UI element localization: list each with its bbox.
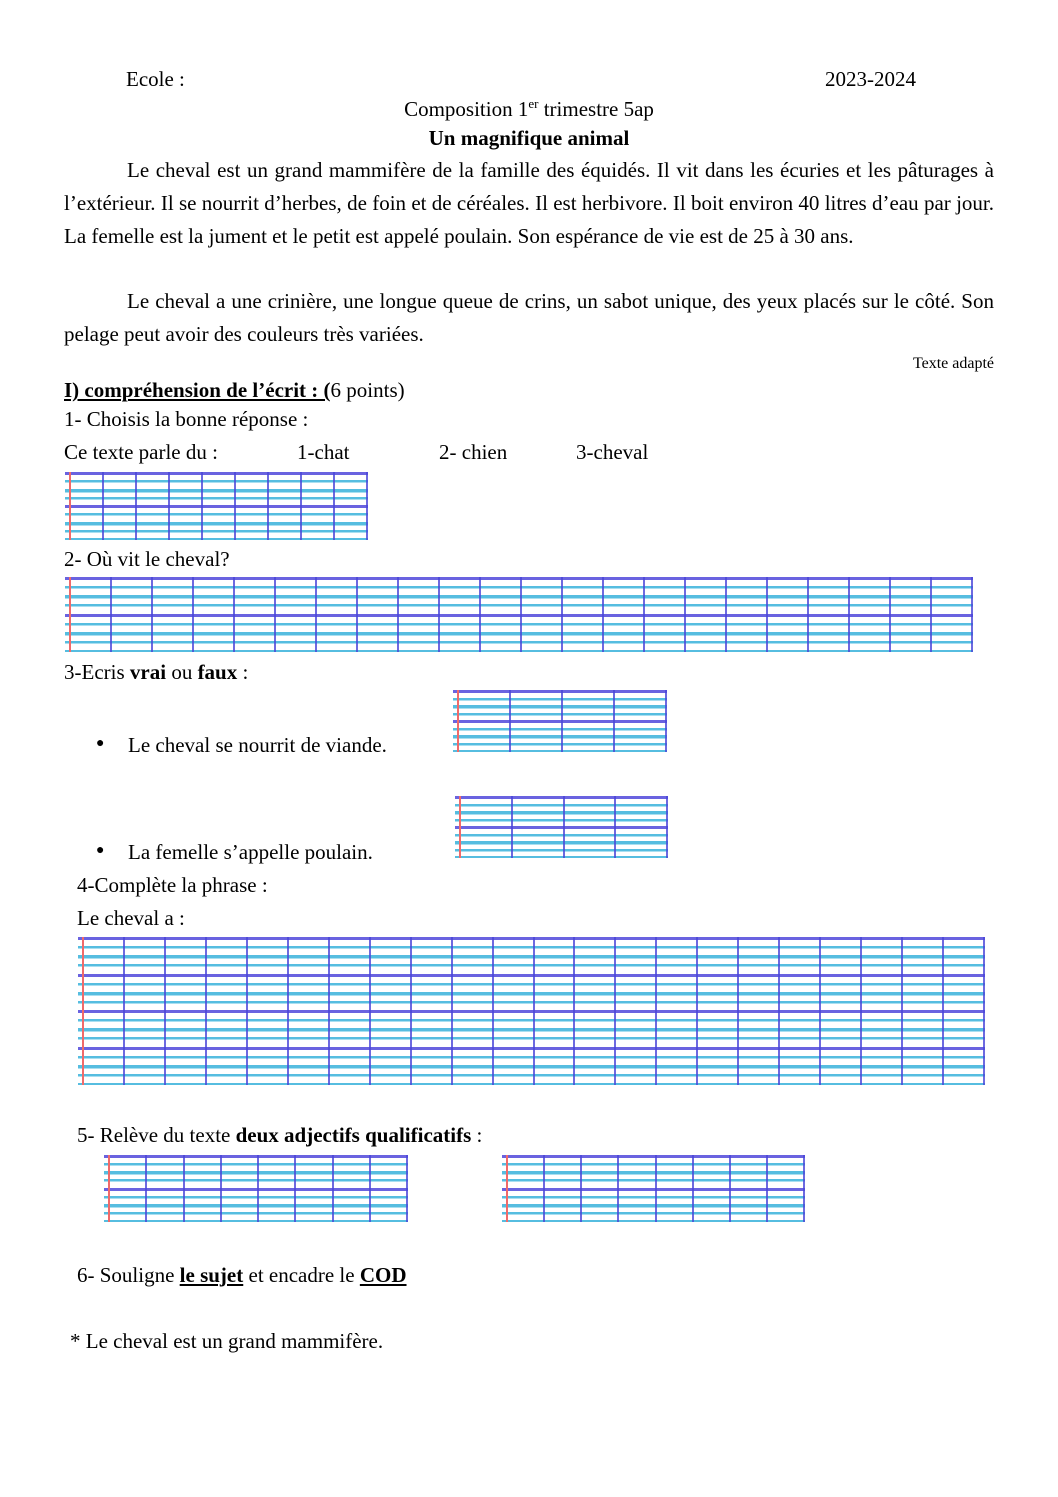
vertical-rule-line bbox=[369, 1155, 371, 1222]
question-1-label: 1- Choisis la bonne réponse : bbox=[64, 407, 309, 431]
margin-line bbox=[108, 1155, 110, 1222]
major-rule-line bbox=[455, 826, 668, 829]
vertical-rule-line bbox=[451, 937, 453, 1085]
minor-rule-line bbox=[453, 705, 667, 708]
minor-rule-line bbox=[65, 641, 973, 643]
school-label: Ecole : bbox=[126, 67, 185, 91]
school-year: 2023-2024 bbox=[825, 67, 916, 91]
minor-rule-line bbox=[65, 489, 368, 492]
answer-grid-q3-statement-2[interactable] bbox=[455, 796, 668, 858]
answer-grid-q5-adjective-2[interactable] bbox=[502, 1155, 805, 1222]
minor-rule-line bbox=[104, 1204, 408, 1207]
minor-rule-line bbox=[453, 735, 667, 738]
vertical-rule-line bbox=[725, 577, 727, 652]
minor-rule-line bbox=[502, 1171, 805, 1174]
minor-rule-line bbox=[65, 513, 368, 515]
q5-bold: deux adjectifs qualificatifs bbox=[235, 1123, 472, 1147]
minor-rule-line bbox=[65, 480, 368, 482]
q3-ou: ou bbox=[166, 660, 198, 684]
major-rule-line bbox=[78, 1083, 985, 1085]
minor-rule-line bbox=[502, 1196, 805, 1198]
vertical-rule-line bbox=[614, 796, 616, 858]
major-rule-line bbox=[104, 1220, 408, 1222]
vertical-rule-line bbox=[151, 577, 153, 652]
vertical-rule-line bbox=[580, 1155, 582, 1222]
q3-vrai: vrai bbox=[129, 660, 167, 684]
vertical-rule-line bbox=[602, 577, 604, 652]
margin-line bbox=[506, 1155, 508, 1222]
major-rule-line bbox=[104, 1188, 408, 1191]
major-rule-line bbox=[65, 472, 368, 475]
minor-rule-line bbox=[65, 604, 973, 606]
vertical-rule-line bbox=[520, 577, 522, 652]
minor-rule-line bbox=[65, 522, 368, 525]
q3-suffix: : bbox=[237, 660, 249, 684]
major-rule-line bbox=[453, 720, 667, 723]
major-rule-line bbox=[65, 538, 368, 540]
minor-rule-line bbox=[65, 497, 368, 499]
minor-rule-line bbox=[104, 1171, 408, 1174]
paragraph-1-text: Le cheval est un grand mammifère de la famille des équidés. Il vit dans les écuries et les pâturages à l’extérieur. Il se nourrit d’herbes, de foin et de céréales. Il est herbivore. Il boit environ 40 litres d’eau par jour. La femelle est la jument et le petit est appelé poulain. Son espérance de vie est de 25 à 30 ans. bbox=[64, 158, 994, 248]
major-rule-line bbox=[502, 1220, 805, 1222]
section-heading bbox=[64, 377, 405, 403]
vertical-rule-line bbox=[328, 937, 330, 1085]
major-rule-line bbox=[78, 937, 985, 940]
composition-suffix: trimestre 5ap bbox=[538, 97, 654, 121]
minor-rule-line bbox=[502, 1212, 805, 1214]
vertical-rule-line bbox=[287, 937, 289, 1085]
question-6-label bbox=[77, 1262, 407, 1288]
vertical-rule-line bbox=[543, 1155, 545, 1222]
paragraph-2-text: Le cheval a une crinière, une longue queue de crins, un sabot unique, des yeux placés sur le côté. Son pelage peut avoir des couleurs très variées. bbox=[64, 289, 994, 346]
vertical-rule-line bbox=[267, 472, 269, 540]
reading-paragraph-1 bbox=[64, 154, 994, 253]
margin-line bbox=[459, 796, 461, 858]
minor-rule-line bbox=[65, 623, 973, 625]
vertical-rule-line bbox=[479, 577, 481, 652]
vertical-rule-line bbox=[369, 937, 371, 1085]
vertical-rule-line bbox=[333, 472, 335, 540]
vertical-rule-line bbox=[438, 577, 440, 652]
vertical-rule-line bbox=[819, 937, 821, 1085]
composition-prefix: Composition 1 bbox=[404, 97, 529, 121]
minor-rule-line bbox=[78, 1074, 985, 1076]
minor-rule-line bbox=[455, 819, 668, 821]
major-rule-line bbox=[453, 750, 667, 752]
major-rule-line bbox=[65, 577, 973, 580]
vertical-rule-line bbox=[696, 937, 698, 1085]
minor-rule-line bbox=[104, 1179, 408, 1181]
vertical-rule-line bbox=[294, 1155, 296, 1222]
vertical-rule-line bbox=[205, 937, 207, 1085]
q5-suffix: : bbox=[471, 1123, 483, 1147]
major-rule-line bbox=[502, 1188, 805, 1191]
margin-line bbox=[69, 577, 71, 652]
vertical-rule-line bbox=[860, 937, 862, 1085]
vertical-rule-line bbox=[135, 472, 137, 540]
vertical-rule-line bbox=[807, 577, 809, 652]
question-4-label: 4-Complète la phrase : bbox=[77, 873, 268, 897]
vertical-rule-line bbox=[234, 472, 236, 540]
minor-rule-line bbox=[78, 1019, 985, 1021]
minor-rule-line bbox=[104, 1163, 408, 1165]
vertical-rule-line bbox=[145, 1155, 147, 1222]
answer-grid-q3-statement-1[interactable] bbox=[453, 690, 667, 752]
vertical-rule-line bbox=[406, 1155, 408, 1222]
major-rule-line bbox=[78, 1010, 985, 1013]
question-3-label bbox=[64, 659, 248, 685]
vertical-rule-line bbox=[942, 937, 944, 1085]
minor-rule-line bbox=[78, 946, 985, 948]
minor-rule-line bbox=[453, 743, 667, 745]
vertical-rule-line bbox=[803, 1155, 805, 1222]
answer-grid-q1[interactable] bbox=[65, 472, 368, 540]
vertical-rule-line bbox=[492, 937, 494, 1085]
major-rule-line bbox=[455, 856, 668, 858]
vertical-rule-line bbox=[666, 796, 668, 858]
vertical-rule-line bbox=[509, 690, 511, 752]
minor-rule-line bbox=[502, 1163, 805, 1165]
vertical-rule-line bbox=[729, 1155, 731, 1222]
answer-grid-q2[interactable] bbox=[65, 577, 973, 652]
vertical-rule-line bbox=[613, 690, 615, 752]
major-rule-line bbox=[65, 614, 973, 617]
q5-prefix: 5- Relève du texte bbox=[77, 1123, 236, 1147]
vertical-rule-line bbox=[655, 1155, 657, 1222]
composition-sup: er bbox=[528, 96, 539, 111]
minor-rule-line bbox=[455, 849, 668, 851]
minor-rule-line bbox=[78, 983, 985, 985]
vertical-rule-line bbox=[233, 577, 235, 652]
text-title: Un magnifique animal bbox=[428, 126, 630, 150]
vertical-rule-line bbox=[617, 1155, 619, 1222]
vertical-rule-line bbox=[778, 937, 780, 1085]
question-3-statement-1: Le cheval se nourrit de viande. bbox=[128, 733, 387, 757]
q3-faux: faux bbox=[197, 660, 238, 684]
question-4-prompt: Le cheval a : bbox=[77, 906, 185, 930]
question-6-sentence[interactable]: * Le cheval est un grand mammifère. bbox=[70, 1329, 384, 1353]
section-heading-title: I) compréhension de l’écrit : ( bbox=[64, 378, 331, 402]
minor-rule-line bbox=[78, 1001, 985, 1003]
vertical-rule-line bbox=[563, 796, 565, 858]
vertical-rule-line bbox=[692, 1155, 694, 1222]
answer-grid-q4[interactable] bbox=[78, 937, 985, 1085]
vertical-rule-line bbox=[573, 937, 575, 1085]
question-3-statement-2: La femelle s’appelle poulain. bbox=[128, 840, 373, 864]
bullet-icon: ● bbox=[96, 843, 105, 858]
major-rule-line bbox=[502, 1155, 805, 1158]
question-1-option-3: 3-cheval bbox=[576, 440, 649, 464]
vertical-rule-line bbox=[164, 937, 166, 1085]
major-rule-line bbox=[65, 650, 973, 652]
vertical-rule-line bbox=[983, 937, 985, 1085]
vertical-rule-line bbox=[410, 937, 412, 1085]
margin-line bbox=[457, 690, 459, 752]
question-1-option-1: 1-chat bbox=[297, 440, 350, 464]
major-rule-line bbox=[65, 505, 368, 508]
vertical-rule-line bbox=[300, 472, 302, 540]
q6-sujet: le sujet bbox=[179, 1263, 244, 1287]
vertical-rule-line bbox=[110, 577, 112, 652]
minor-rule-line bbox=[104, 1196, 408, 1198]
question-2-label: 2- Où vit le cheval? bbox=[64, 547, 230, 571]
vertical-rule-line bbox=[102, 472, 104, 540]
reading-paragraph-2 bbox=[64, 285, 994, 351]
vertical-rule-line bbox=[643, 577, 645, 652]
vertical-rule-line bbox=[332, 1155, 334, 1222]
minor-rule-line bbox=[65, 586, 973, 588]
vertical-rule-line bbox=[533, 937, 535, 1085]
q3-prefix: 3-Ecris bbox=[64, 660, 130, 684]
major-rule-line bbox=[453, 690, 667, 693]
minor-rule-line bbox=[104, 1212, 408, 1214]
minor-rule-line bbox=[78, 1056, 985, 1058]
vertical-rule-line bbox=[766, 577, 768, 652]
vertical-rule-line bbox=[614, 937, 616, 1085]
vertical-rule-line bbox=[356, 577, 358, 652]
question-1-prompt: Ce texte parle du : bbox=[64, 440, 218, 464]
minor-rule-line bbox=[78, 1028, 985, 1031]
vertical-rule-line bbox=[665, 690, 667, 752]
vertical-rule-line bbox=[848, 577, 850, 652]
minor-rule-line bbox=[455, 811, 668, 814]
vertical-rule-line bbox=[737, 937, 739, 1085]
minor-rule-line bbox=[65, 595, 973, 598]
vertical-rule-line bbox=[901, 937, 903, 1085]
answer-grid-q5-adjective-1[interactable] bbox=[104, 1155, 408, 1222]
minor-rule-line bbox=[65, 632, 973, 635]
minor-rule-line bbox=[502, 1204, 805, 1207]
major-rule-line bbox=[78, 1047, 985, 1050]
minor-rule-line bbox=[453, 728, 667, 730]
vertical-rule-line bbox=[168, 472, 170, 540]
vertical-rule-line bbox=[684, 577, 686, 652]
vertical-rule-line bbox=[123, 937, 125, 1085]
source-note: Texte adapté bbox=[912, 355, 994, 372]
vertical-rule-line bbox=[274, 577, 276, 652]
minor-rule-line bbox=[78, 964, 985, 966]
bullet-icon: ● bbox=[96, 736, 105, 751]
vertical-rule-line bbox=[192, 577, 194, 652]
q6-mid: et encadre le bbox=[243, 1263, 360, 1287]
margin-line bbox=[82, 937, 84, 1085]
minor-rule-line bbox=[78, 955, 985, 958]
minor-rule-line bbox=[78, 992, 985, 995]
vertical-rule-line bbox=[561, 690, 563, 752]
vertical-rule-line bbox=[315, 577, 317, 652]
question-1-option-2: 2- chien bbox=[439, 440, 508, 464]
major-rule-line bbox=[455, 796, 668, 799]
vertical-rule-line bbox=[561, 577, 563, 652]
minor-rule-line bbox=[455, 804, 668, 806]
major-rule-line bbox=[78, 974, 985, 977]
vertical-rule-line bbox=[366, 472, 368, 540]
vertical-rule-line bbox=[183, 1155, 185, 1222]
minor-rule-line bbox=[502, 1179, 805, 1181]
vertical-rule-line bbox=[889, 577, 891, 652]
section-points: 6 points) bbox=[330, 378, 405, 402]
vertical-rule-line bbox=[971, 577, 973, 652]
minor-rule-line bbox=[65, 530, 368, 532]
minor-rule-line bbox=[78, 1037, 985, 1039]
vertical-rule-line bbox=[930, 577, 932, 652]
vertical-rule-line bbox=[257, 1155, 259, 1222]
major-rule-line bbox=[104, 1155, 408, 1158]
q6-prefix: 6- Souligne bbox=[77, 1263, 180, 1287]
vertical-rule-line bbox=[766, 1155, 768, 1222]
vertical-rule-line bbox=[201, 472, 203, 540]
composition-title bbox=[0, 96, 1058, 122]
vertical-rule-line bbox=[511, 796, 513, 858]
minor-rule-line bbox=[453, 698, 667, 700]
minor-rule-line bbox=[455, 841, 668, 844]
vertical-rule-line bbox=[655, 937, 657, 1085]
vertical-rule-line bbox=[397, 577, 399, 652]
question-5-label bbox=[77, 1122, 482, 1148]
minor-rule-line bbox=[455, 834, 668, 836]
vertical-rule-line bbox=[220, 1155, 222, 1222]
q6-cod: COD bbox=[359, 1263, 407, 1287]
minor-rule-line bbox=[453, 713, 667, 715]
minor-rule-line bbox=[78, 1065, 985, 1068]
margin-line bbox=[69, 472, 71, 540]
vertical-rule-line bbox=[246, 937, 248, 1085]
